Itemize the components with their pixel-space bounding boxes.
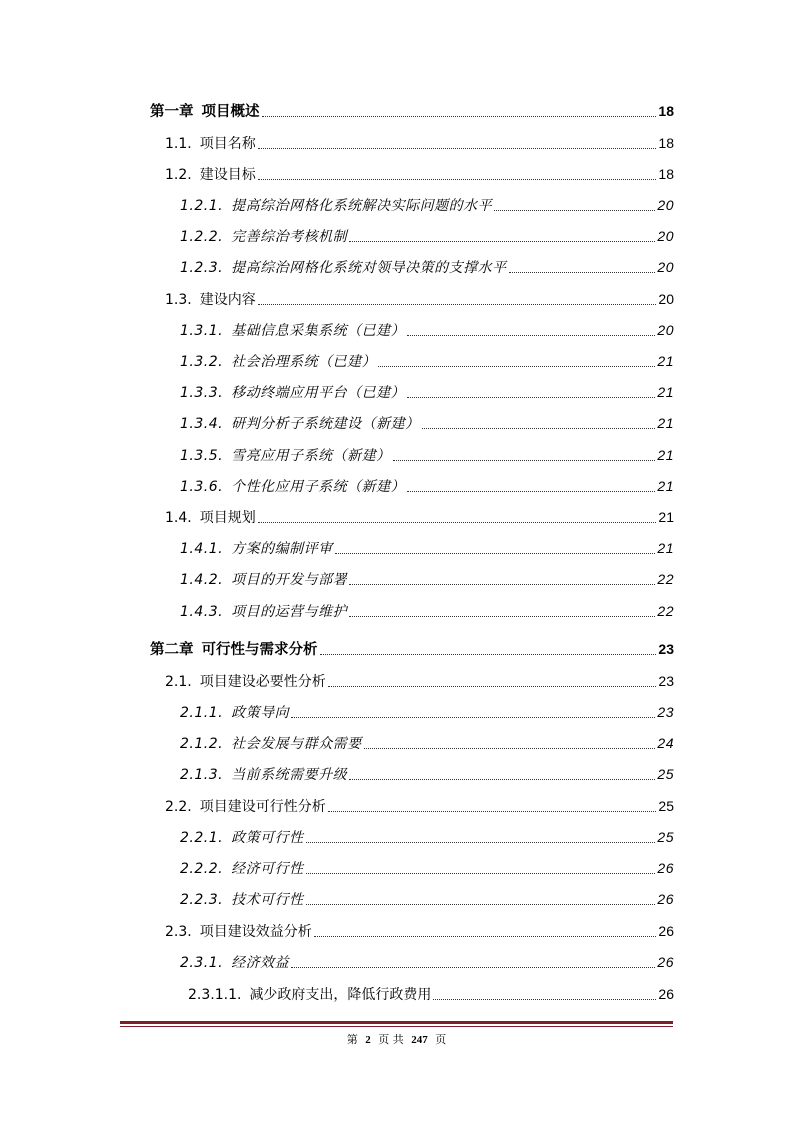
toc-entry-number: 2.1. [165,674,192,690]
toc-entry-subsection[interactable] [180,826,674,848]
toc-entry-page: 18 [658,166,674,182]
toc-entry-section[interactable] [165,132,674,154]
dot-leader [422,428,656,429]
dot-leader [433,999,656,1000]
toc-entry-subsection[interactable] [180,350,674,372]
toc-entry-title: 雪亮应用子系统（新建） [231,448,391,464]
dot-leader [349,779,655,780]
dot-leader [291,967,655,968]
footer-prefix: 第 [346,1033,358,1046]
toc-entry-page: 23 [658,673,674,689]
toc-entry-page: 21 [658,509,674,525]
toc-entry-title: 项目概述 [201,104,260,120]
dot-leader [349,241,655,242]
toc-entry-title: 项目建设效益分析 [199,924,312,940]
footer-rule-thin [120,1026,673,1027]
toc-entry-number: 1.4. [165,510,192,526]
toc-entry-title: 项目的开发与部署 [231,572,348,588]
dot-leader [258,304,657,305]
toc-entry-title: 研判分析子系统建设（新建） [231,416,420,432]
toc-entry-title: 政策导向 [231,705,290,721]
toc-entry-title: 建设目标 [199,167,256,183]
dot-leader [258,148,657,149]
toc-entry-page: 23 [657,704,674,720]
toc-entry-title: 移动终端应用平台（已建） [231,385,406,401]
toc-entry-page: 18 [658,135,674,151]
toc-entry-subsection[interactable] [180,444,674,466]
dot-leader [262,116,657,117]
toc-entry-subsubsection[interactable] [188,983,674,1005]
dot-leader [364,748,656,749]
toc-entry-section[interactable] [165,506,674,528]
toc-entry-number: 1.2.2. [180,229,224,245]
toc-entry-page: 21 [657,384,674,400]
toc-entry-page: 20 [657,322,674,338]
toc-entry-subsection[interactable] [180,194,674,216]
dot-leader [407,335,655,336]
toc-entry-subsection[interactable] [180,732,674,754]
toc-entry-page: 25 [657,766,674,782]
toc-entry-number: 第一章 [150,104,194,120]
toc-entry-title: 经济可行性 [231,861,304,877]
toc-entry-number: 2.1.1. [180,705,224,721]
toc-entry-number: 2.2.2. [180,861,224,877]
dot-leader [258,179,657,180]
toc-entry-page: 21 [657,415,674,431]
toc-entry-number: 1.4.3. [180,604,224,620]
dot-leader [328,686,657,687]
page-footer [0,1031,793,1047]
dot-leader [314,936,657,937]
dot-leader [320,654,657,655]
dot-leader [335,553,656,554]
toc-entry-number: 2.2.3. [180,892,224,908]
toc-entry-page: 26 [657,860,674,876]
toc-entry-page: 21 [657,478,674,494]
toc-entry-chapter[interactable] [150,638,674,660]
toc-entry-page: 21 [657,540,674,556]
toc-entry-title: 项目规划 [199,510,256,526]
toc-entry-number: 1.3.3. [180,385,224,401]
dot-leader [258,522,657,523]
toc-entry-page: 26 [658,923,674,939]
toc-entry-subsection[interactable] [180,568,674,590]
dot-leader [494,210,655,211]
toc-entry-title: 方案的编制评审 [231,541,333,557]
dot-leader [509,272,656,273]
dot-leader [306,904,656,905]
toc-entry-subsection[interactable] [180,381,674,403]
toc-entry-section[interactable] [165,163,674,185]
toc-entry-number: 1.3.6. [180,479,224,495]
dot-leader [407,397,655,398]
toc-entry-title: 政策可行性 [231,830,304,846]
toc-entry-page: 22 [657,571,674,587]
dot-leader [291,717,655,718]
toc-entry-subsection[interactable] [180,537,674,559]
toc-entry-number: 1.3. [165,292,192,308]
toc-entry-number: 2.1.2. [180,736,224,752]
toc-entry-title: 提高综治网格化系统解决实际问题的水平 [231,198,493,214]
toc-entry-title: 减少政府支出，降低行政费用 [249,987,432,1003]
toc-entry-title: 基础信息采集系统（已建） [231,323,406,339]
toc-entry-number: 2.2. [165,799,192,815]
toc-entry-number: 1.2.3. [180,260,224,276]
toc-entry-page: 20 [658,291,674,307]
total-page-count: 247 [411,1034,428,1046]
toc-entry-page: 25 [658,798,674,814]
toc-entry-page: 21 [657,447,674,463]
toc-entry-number: 2.3.1. [180,955,224,971]
toc-entry-title: 个性化应用子系统（新建） [231,479,406,495]
toc-entry-number: 第二章 [150,642,194,658]
toc-entry-page: 26 [657,891,674,907]
toc-entry-subsection[interactable] [180,857,674,879]
toc-entry-subsection[interactable] [180,763,674,785]
toc-entry-page: 24 [657,735,674,751]
toc-entry-title: 可行性与需求分析 [201,642,318,658]
toc-entry-number: 1.4.1. [180,541,224,557]
toc-entry-number: 1.2. [165,167,192,183]
current-page-number: 2 [365,1034,371,1046]
footer-suffix: 页 [435,1033,447,1046]
toc-entry-title: 项目建设必要性分析 [199,674,326,690]
toc-entry-subsection[interactable] [180,412,674,434]
toc-entry-number: 1.1. [165,136,192,152]
toc-entry-subsection[interactable] [180,256,674,278]
toc-entry-section[interactable] [165,920,674,942]
dot-leader [349,584,655,585]
toc-entry-subsection[interactable] [180,600,674,622]
footer-rule [120,1021,673,1024]
toc-entry-page: 20 [657,259,674,275]
toc-entry-page: 23 [658,641,674,657]
dot-leader [407,491,655,492]
toc-entry-title: 技术可行性 [231,892,304,908]
dot-leader [378,366,655,367]
toc-entry-title: 建设内容 [199,292,256,308]
toc-entry-title: 项目的运营与维护 [231,604,348,620]
toc-entry-number: 2.2.1. [180,830,224,846]
toc-entry-page: 20 [657,197,674,213]
toc-entry-subsection[interactable] [180,888,674,910]
toc-entry-subsection[interactable] [180,319,674,341]
dot-leader [306,873,656,874]
toc-entry-number: 1.3.4. [180,416,224,432]
toc-entry-chapter[interactable] [150,100,674,122]
dot-leader [306,842,656,843]
toc-entry-title: 提高综治网格化系统对领导决策的支撑水平 [231,260,507,276]
toc-entry-title: 经济效益 [231,955,290,971]
dot-leader [393,460,656,461]
toc-entry-number: 1.3.2. [180,354,224,370]
toc-entry-section[interactable] [165,795,674,817]
toc-entry-subsection[interactable] [180,225,674,247]
toc-entry-subsection[interactable] [180,475,674,497]
toc-entry-page: 22 [657,603,674,619]
toc-entry-page: 26 [657,954,674,970]
toc-entry-page: 25 [657,829,674,845]
toc-entry-page: 18 [658,103,674,119]
toc-entry-number: 2.1.3. [180,767,224,783]
toc-entry-title: 社会治理系统（已建） [231,354,377,370]
toc-entry-title: 完善综治考核机制 [231,229,348,245]
toc-entry-page: 20 [657,228,674,244]
toc-entry-number: 2.3.1.1. [188,987,242,1003]
footer-middle: 页 共 [378,1033,404,1046]
toc-entry-title: 项目建设可行性分析 [199,799,326,815]
toc-entry-section[interactable] [165,670,674,692]
toc-entry-title: 当前系统需要升级 [231,767,348,783]
toc-entry-page: 26 [658,986,674,1002]
toc-entry-page: 21 [657,353,674,369]
toc-entry-number: 1.3.1. [180,323,224,339]
dot-leader [349,616,655,617]
toc-entry-number: 1.4.2. [180,572,224,588]
toc-entry-number: 2.3. [165,924,192,940]
dot-leader [328,811,657,812]
toc-entry-number: 1.3.5. [180,448,224,464]
toc-entry-number: 1.2.1. [180,198,224,214]
toc-entry-section[interactable] [165,288,674,310]
toc-entry-title: 项目名称 [199,136,256,152]
toc-entry-subsection[interactable] [180,951,674,973]
toc-entry-title: 社会发展与群众需要 [231,736,362,752]
toc-entry-subsection[interactable] [180,701,674,723]
